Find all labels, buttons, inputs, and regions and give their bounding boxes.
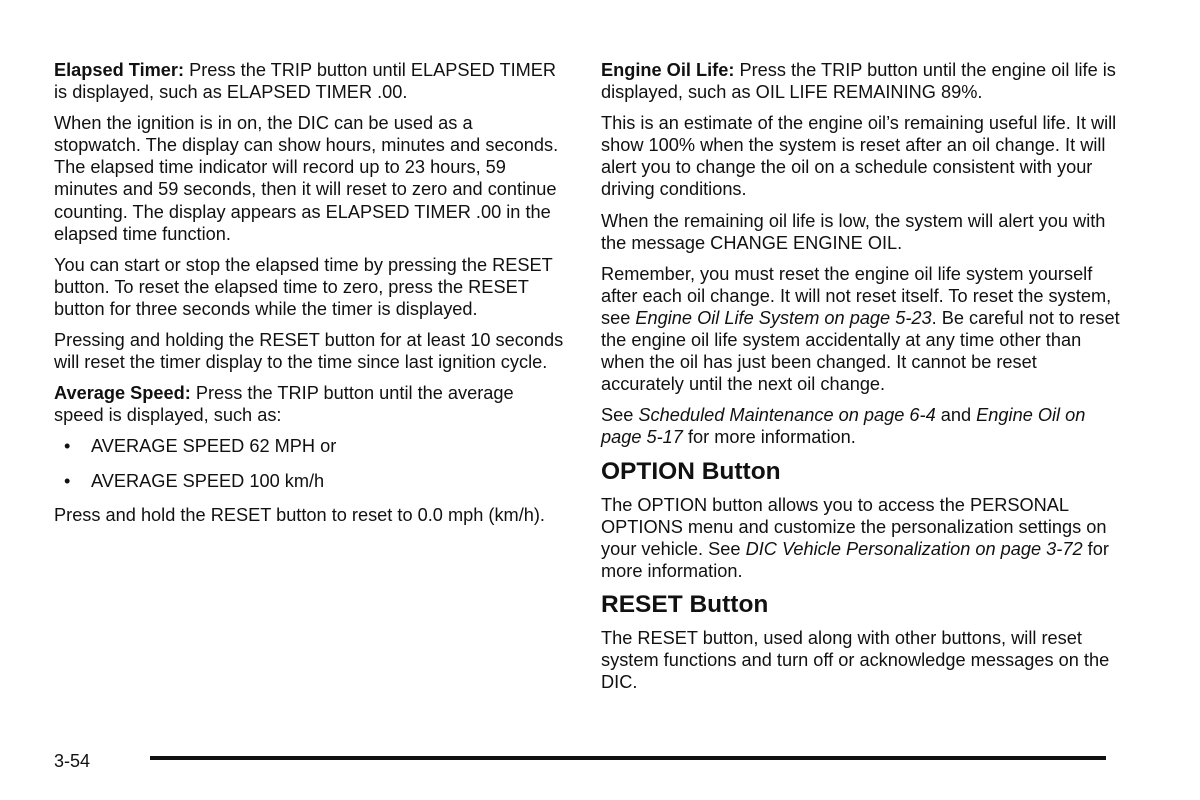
engine-oil-life-text: Press the TRIP button until the engine oil life is displayed, such as OIL LIFE REMAINING 89%. [601, 60, 1116, 103]
page-number: 3-54 [54, 751, 91, 771]
list-item [54, 435, 564, 457]
scheduled-maintenance-link[interactable]: Scheduled Maintenance on page 6-4 [638, 405, 936, 426]
see-also-before: See [601, 405, 639, 426]
reset-button-paragraph: The RESET button, used along with other buttons, will reset system functions and turn off or acknowledge messages on the DIC. [601, 627, 1110, 693]
list-item [54, 470, 564, 492]
reset-speed-paragraph: Press and hold the RESET button to reset to 0.0 mph (km/h). [54, 504, 545, 525]
see-also-paragraph [601, 404, 1121, 448]
see-also-after: for more information. [682, 427, 856, 448]
elapsed-timer-lead: Elapsed Timer: [54, 60, 185, 80]
footer-divider [150, 756, 1106, 760]
reset-oil-paragraph [601, 263, 1121, 396]
option-button-heading: OPTION Button [601, 457, 781, 485]
list-item-text: AVERAGE SPEED 62 MPH or [91, 436, 337, 457]
elapsed-timer-paragraph [54, 59, 564, 103]
engine-oil-link[interactable]: Engine Oil on page 5-17 [601, 405, 1086, 448]
reset-oil-text-before: Remember, you must reset the engine oil life system yourself after each oil change. It will not reset itself. To reset the system, see [601, 263, 1112, 328]
start-stop-paragraph: You can start or stop the elapsed time by pressing the RESET button. To reset the elapsed time to zero, press the RESET button for three seconds while the timer is displayed. [54, 254, 553, 319]
stopwatch-paragraph: When the ignition is in on, the DIC can be used as a stopwatch. The display can show hours, minutes and seconds. The elapsed time indicator will record up to 23 hours, 59 minutes and 59 seconds, then it will reset to zero and continue counting. The display appears as ELAPSED TIMER .00 in the elapsed time function. [54, 113, 559, 244]
see-also-mid: and [935, 405, 977, 426]
engine-oil-life-lead: Engine Oil Life: [601, 60, 735, 80]
reset-button-heading: RESET Button [601, 590, 769, 618]
average-speed-text: Press the TRIP button until the average speed is displayed, such as: [54, 383, 514, 426]
average-speed-lead: Average Speed: [54, 383, 191, 404]
hold-reset-paragraph: Pressing and holding the RESET button for at least 10 seconds will reset the timer display to the time since last ignition cycle. [54, 330, 564, 373]
elapsed-timer-text: Press the TRIP button until ELAPSED TIMER is displayed, such as ELAPSED TIMER .00. [54, 60, 557, 103]
engine-oil-life-paragraph [601, 59, 1121, 103]
reset-oil-text-after: . Be careful not to reset the engine oil life system accidentally at any time other than when the oil has just been changed. It cannot be reset accurately until the next oil change. [601, 307, 1120, 395]
right-column [601, 59, 1121, 702]
dic-vehicle-personalization-link[interactable]: DIC Vehicle Personalization on page 3-72 [745, 538, 1083, 559]
option-text-before: The OPTION button allows you to access the PERSONAL OPTIONS menu and customize the personalization settings on your vehicle. See [601, 494, 1107, 559]
oil-low-paragraph: When the remaining oil life is low, the system will alert you with the message CHANGE ENGINE OIL. [601, 210, 1106, 253]
bullet-icon: • [64, 470, 71, 491]
average-speed-list [54, 435, 564, 491]
option-text-after: for more information. [601, 538, 1109, 581]
list-item-text: AVERAGE SPEED 100 km/h [91, 470, 325, 491]
option-button-paragraph [601, 494, 1121, 582]
oil-estimate-paragraph: This is an estimate of the engine oil’s remaining useful life. It will show 100% when the system is reset after an oil change. It will alert you to change the oil on a schedule consistent with your driving conditions. [601, 113, 1117, 200]
bullet-icon: • [64, 436, 71, 457]
engine-oil-life-system-link[interactable]: Engine Oil Life System on page 5-23 [635, 307, 932, 328]
left-column [54, 59, 564, 535]
average-speed-paragraph [54, 382, 564, 426]
